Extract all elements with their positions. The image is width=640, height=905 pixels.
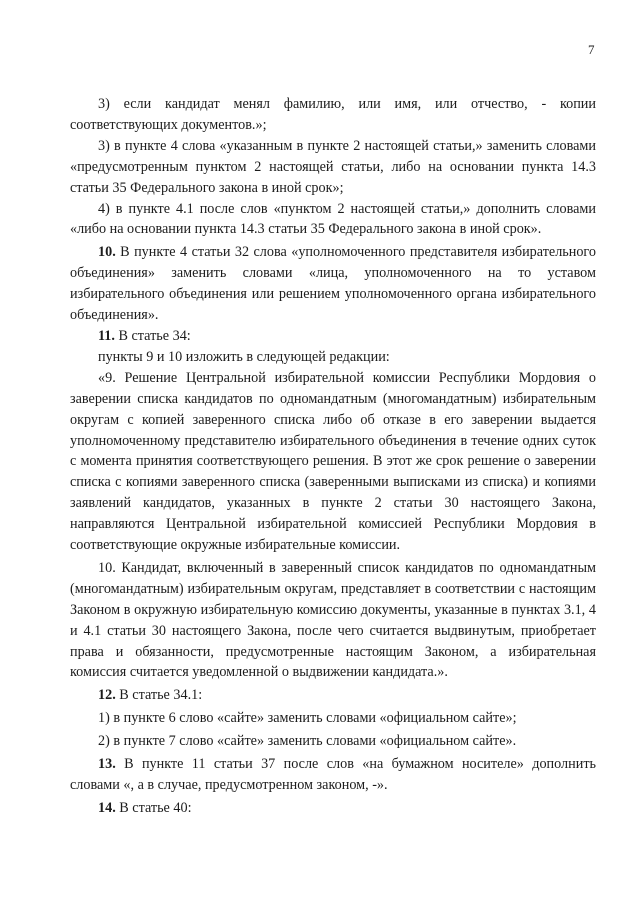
paragraph-point-10: 10. Кандидат, включенный в заверенный список кандидатов по одномандатным (многомандатным) избирательным округам, представляет в соответствии с настоящим Законом в окружную избирательную комиссию документы, указанные в пунктах 3.1, 4 и 4.1 статьи 30 настоящего Закона, после чего считается выдвинутым, приобретает права и обязанности, предусмотренные настоящим Законом, а избирательная комиссия считается уведомленной о выдвижении кандидата.». — [70, 559, 596, 681]
page-number: 7 — [588, 42, 595, 57]
paragraph-item-2-point-7: 2) в пункте 7 слово «сайте» заменить словами «официальном сайте». — [98, 733, 517, 750]
paragraph-section-10 — [70, 242, 596, 326]
section-text: В статье 40: — [115, 799, 192, 816]
section-number: 14. — [98, 799, 116, 816]
paragraph-item-4-point-4-1: 4) в пункте 4.1 после слов «пунктом 2 настоящей статьи,» дополнить словами «либо на основании пункта 14.3 статьи 35 Федерального закона в иной срок». — [70, 200, 596, 238]
section-text: В пункте 11 статьи 37 после слов «на бумажном носителе» дополнить словами «, а в случае, предусмотренном законом, -». — [70, 756, 596, 793]
paragraph-item-3-docs: 3) если кандидат менял фамилию, или имя, или отчество, - копии соответствующих документов.»; — [70, 96, 596, 133]
paragraph-section-11 — [70, 326, 596, 347]
section-text: В статье 34: — [114, 327, 191, 344]
section-number: 12. — [98, 687, 116, 704]
document-body — [70, 94, 596, 819]
paragraph-section-14 — [70, 798, 596, 819]
paragraph-section-13 — [70, 754, 596, 796]
section-number: 10. — [98, 244, 116, 261]
paragraph-item-3-point-4: 3) в пункте 4 слова «указанным в пункте 2 настоящей статьи,» заменить словами «предусмотренным пунктом 2 настоящей статьи, либо на основании пункта 14.3 статьи 35 Федерального закона в иной срок»; — [70, 137, 596, 196]
section-text: В статье 34.1: — [115, 687, 203, 704]
paragraph-item-1-point-6: 1) в пункте 6 слово «сайте» заменить словами «официальном сайте»; — [98, 710, 517, 727]
paragraph-points-9-10: пункты 9 и 10 изложить в следующей редакции: — [98, 348, 390, 365]
section-text: В пункте 4 статьи 32 слова «уполномоченного представителя избирательного объединения» заменить словами «лица, уполномоченного на то уставом избирательного объединения или решением уполномоченного органа избирательного объединения». — [70, 244, 596, 324]
paragraph-point-9: «9. Решение Центральной избирательной комиссии Республики Мордовия о заверении списка кандидатов по одномандатным (многомандатным) избирательным округам с копией заверенного списка либо об отказе в его заверении выдается уполномоченному представителю избирательного объединения в течение одних суток с момента принятия соответствующего решения. В этот же срок решение о заверении списка с копиями заверенного списка (заверенными выписками из списка) и копиями заявлений кандидатов, указанных в пункте 2 статьи 30 настоящего Закона, направляются Центральной избирательной комиссией Республики Мордовия в соответствующие окружные избирательные комиссии. — [70, 369, 596, 554]
paragraph-section-12 — [70, 685, 596, 706]
section-number: 11. — [98, 327, 115, 344]
section-number: 13. — [98, 756, 116, 773]
